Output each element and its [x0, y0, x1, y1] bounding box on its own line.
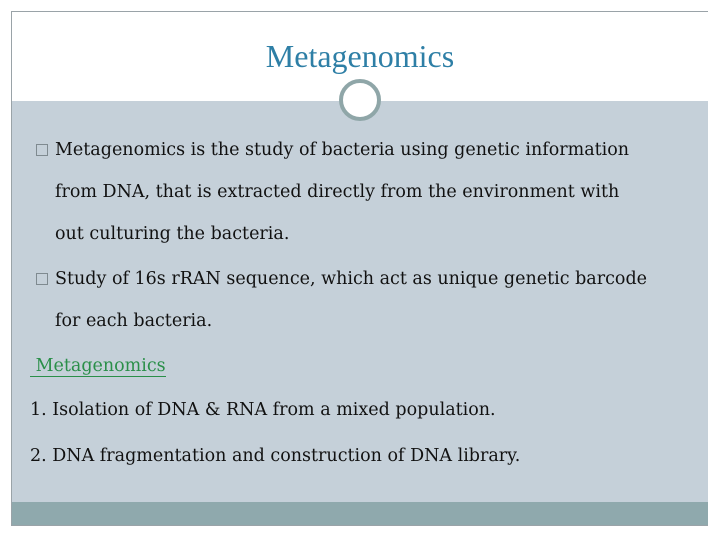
bullet-1-line-2: from DNA, that is extracted directly from the environment with	[55, 182, 620, 202]
bullet-2-line-1: Study of 16s rRAN sequence, which act as unique genetic barcode	[36, 269, 647, 289]
bullet-square-icon	[36, 144, 48, 156]
bullet-1-line-1: Metagenomics is the study of bacteria using genetic information	[36, 140, 629, 160]
bottom-accent-bar	[12, 502, 708, 525]
slide-title: Metagenomics	[265, 38, 455, 74]
bullet-square-icon	[36, 273, 48, 285]
content-panel	[12, 100, 708, 502]
subheading-link[interactable]: Metagenomics	[30, 356, 166, 377]
step-1: 1. Isolation of DNA & RNA from a mixed population.	[30, 400, 496, 420]
step-2: 2. DNA fragmentation and construction of DNA library.	[30, 446, 521, 466]
bullet-2-line-2: for each bacteria.	[55, 311, 213, 331]
decorative-circle-icon	[339, 79, 381, 121]
bullet-1-line-3: out culturing the bacteria.	[55, 224, 290, 244]
